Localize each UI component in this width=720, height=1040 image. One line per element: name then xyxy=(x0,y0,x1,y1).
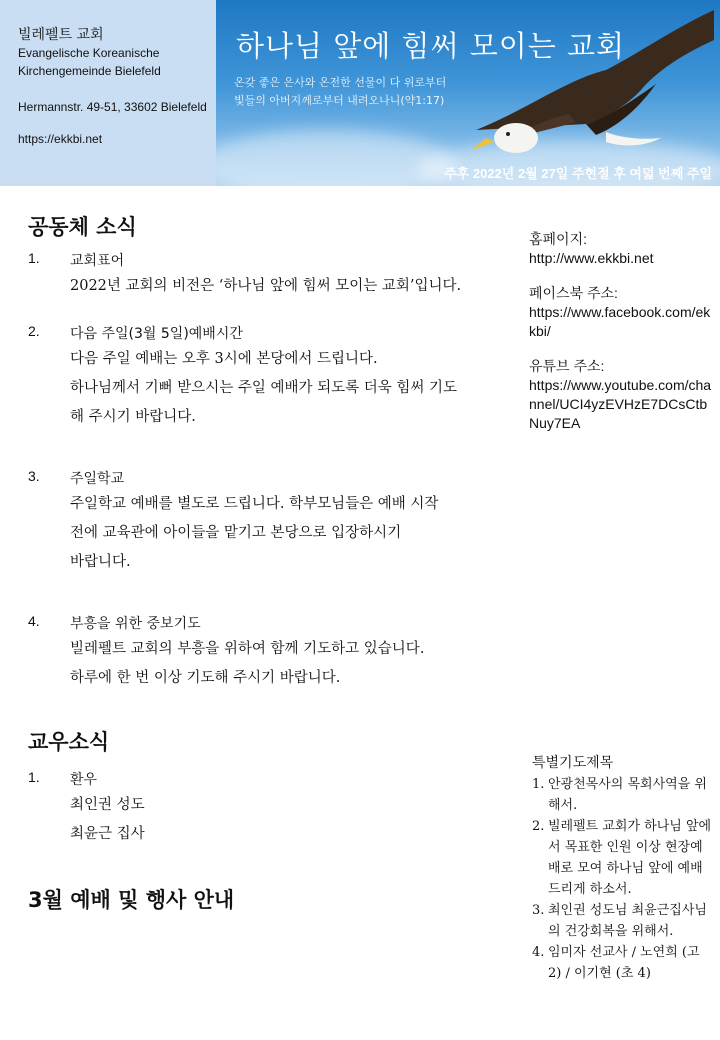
main-content xyxy=(28,212,498,915)
news-item-text: 하루에 한 번 이상 기도해 주시기 바랍니다. xyxy=(70,670,341,686)
news-item-number: 1. xyxy=(28,250,40,266)
members-news-title: 교우소식 xyxy=(28,730,110,754)
prayer-item-number: 2. xyxy=(532,819,545,834)
news-item xyxy=(28,250,498,301)
news-item-number: 4. xyxy=(28,613,40,629)
church-info-box xyxy=(0,0,216,186)
news-item-heading: 주일학교 xyxy=(70,471,125,487)
church-website[interactable]: https://ekkbi.net xyxy=(18,132,103,146)
church-address: Hermannstr. 49-51, 33602 Bielefeld xyxy=(18,100,207,114)
prayer-item-number: 4. xyxy=(532,945,545,960)
news-item-number: 2. xyxy=(28,323,40,339)
prayer-item-text: 안광천목사의 목회사역을 위해서. xyxy=(548,777,707,813)
news-item-heading: 부흥을 위한 중보기도 xyxy=(70,616,201,632)
members-item-text: 최윤근 집사 xyxy=(70,826,145,842)
members-item-text: 최인권 성도 xyxy=(70,797,145,813)
youtube-link[interactable]: https://www.youtube.com/channel/UCI4yzEVHzE7DCsCtbNuy7EA xyxy=(529,377,712,431)
banner-verse xyxy=(234,74,494,110)
prayer-item xyxy=(532,816,712,900)
church-name: 빌레펠트 교회 xyxy=(18,27,104,43)
banner-title: 하나님 앞에 힘써 모이는 교회 xyxy=(236,29,626,63)
banner xyxy=(216,0,720,186)
links-panel xyxy=(529,230,713,433)
homepage-label: 홈페이지: xyxy=(529,231,587,247)
members-item xyxy=(28,769,498,849)
prayer-requests xyxy=(532,752,712,984)
prayer-item-text: 최인권 성도님 최윤근집사님의 건강회복을 위해서. xyxy=(548,903,707,939)
church-name-german-2: Kirchengemeinde Bielefeld xyxy=(18,64,161,78)
prayer-item-text: 임미자 선교사 / 노연희 (고2) / 이기현 (초 4) xyxy=(548,945,700,981)
church-name-german-1: Evangelische Koreanische xyxy=(18,46,160,60)
verse-line-2: 빛들의 아버지께로부터 내려오나니(약1:17) xyxy=(234,94,445,107)
members-item-heading: 환우 xyxy=(70,772,98,788)
prayer-item-number: 1. xyxy=(532,777,545,792)
news-item-heading: 다음 주일(3월 5일)예배시간 xyxy=(70,326,243,342)
news-item-text: 주일학교 예배를 별도로 드립니다. 학부모님들은 예배 시작 xyxy=(70,496,439,512)
news-item-text: 빌레펠트 교회의 부흥을 위하여 함께 기도하고 있습니다. xyxy=(70,641,425,657)
members-item-number: 1. xyxy=(28,769,40,785)
service-date: 주후 2022년 2월 27일 주현절 후 여덟 번째 주일 xyxy=(444,166,712,181)
prayer-item-number: 3. xyxy=(532,903,545,918)
news-item-number: 3. xyxy=(28,468,40,484)
news-item-text: 하나님께서 기뻐 받으시는 주일 예배가 되도록 더욱 힘써 기도 xyxy=(70,380,458,396)
prayer-list xyxy=(532,774,712,984)
prayer-item xyxy=(532,942,712,984)
facebook-label: 페이스북 주소: xyxy=(529,285,618,301)
facebook-link[interactable]: https://www.facebook.com/ekkbi/ xyxy=(529,304,711,339)
community-news-title: 공동체 소식 xyxy=(28,215,137,239)
news-item-heading: 교회표어 xyxy=(70,253,125,269)
news-item-text: 다음 주일 예배는 오후 3시에 본당에서 드립니다. xyxy=(70,351,378,367)
prayer-title: 특별기도제목 xyxy=(532,755,614,771)
verse-line-1: 온갖 좋은 은사와 온전한 선물이 다 위로부터 xyxy=(234,76,447,89)
prayer-item xyxy=(532,774,712,816)
news-item-text: 바랍니다. xyxy=(70,554,131,570)
prayer-item xyxy=(532,900,712,942)
news-item xyxy=(28,613,498,693)
news-item-text: 2022년 교회의 비전은 ‘하나님 앞에 힘써 모이는 교회’입니다. xyxy=(70,278,462,294)
youtube-label: 유튜브 주소: xyxy=(529,358,605,374)
header xyxy=(0,0,720,186)
march-events-title: 3월 예배 및 행사 안내 xyxy=(28,888,235,912)
news-item-text: 전에 교육관에 아이들을 맡기고 본당으로 입장하시기 xyxy=(70,525,402,541)
homepage-link[interactable]: http://www.ekkbi.net xyxy=(529,250,654,266)
news-item-text: 해 주시기 바랍니다. xyxy=(70,409,196,425)
prayer-item-text: 빌레펠트 교회가 하나님 앞에서 목표한 인원 이상 현장예배로 모여 하나님 앞에 예배드리게 하소서. xyxy=(548,819,712,897)
news-item xyxy=(28,323,498,432)
news-item xyxy=(28,468,498,577)
